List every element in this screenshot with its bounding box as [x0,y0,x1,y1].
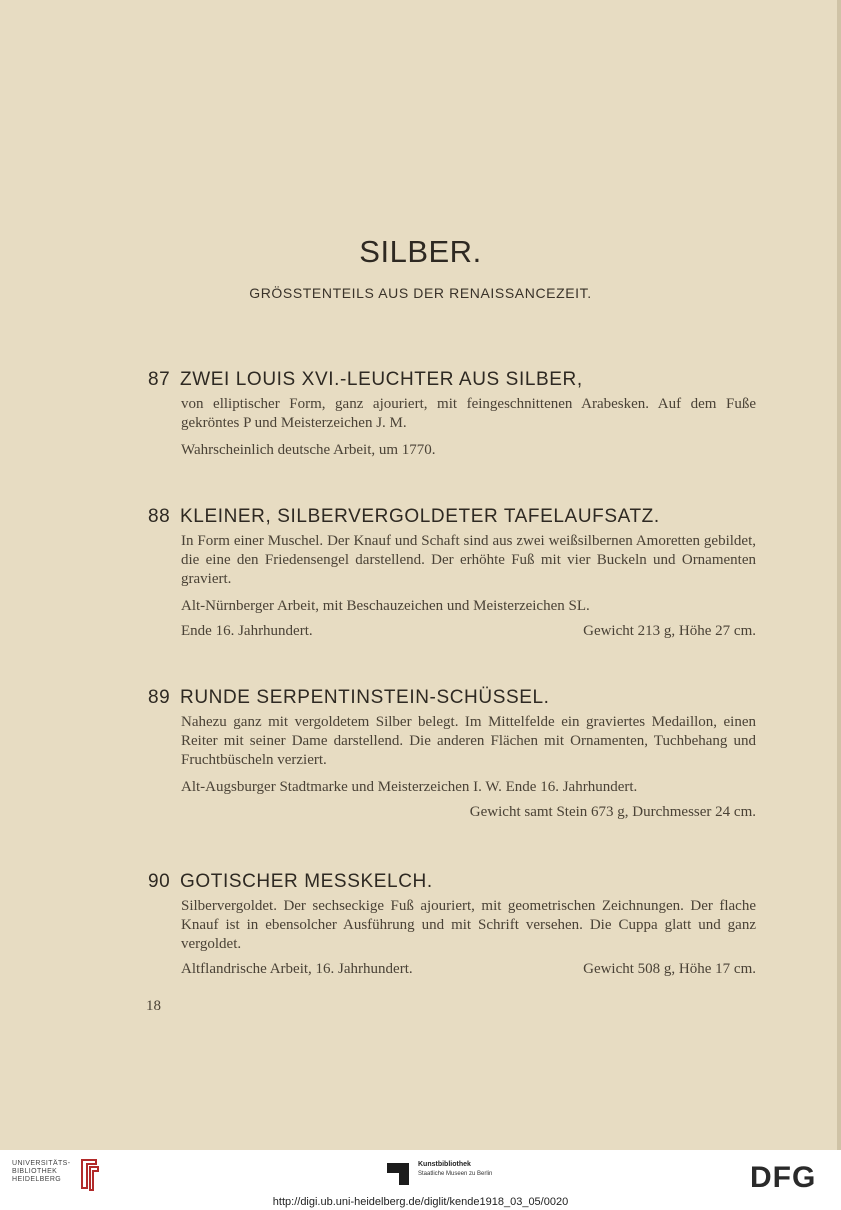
entry-measurements: Gewicht samt Stein 673 g, Durchmesser 24 cm. [469,804,756,820]
entry-measurements: Gewicht 213 g, Höhe 27 cm. [583,623,756,639]
entry-origin: Wahrscheinlich deutsche Arbeit, um 1770. [181,442,436,458]
entry-origin: Alt-Augsburger Stadtmarke und Meisterzeichen I. W. Ende 16. Jahrhundert. [181,779,638,795]
entry-footer [181,622,756,641]
entry-description: In Form einer Muschel. Der Knauf und Schaft sind aus zwei weißsilbernen Amoretten gebildet, die eine den Friedensengel darstellend. Der erhöhte Fuß mit vier Buckeln und Ornamenten graviert. [181,533,756,587]
university-line-3: HEIDELBERG [12,1176,62,1183]
entry-heading [148,686,756,710]
section-title: SILBER. [359,234,482,269]
entry-date: Ende 16. Jahrhundert. [181,623,313,639]
entry-origin: Alt-Nürnberger Arbeit, mit Beschauzeichen und Meisterzeichen SL. [181,598,590,614]
entry-title: GOTISCHER MESSKELCH. [180,871,433,892]
kunstbibliothek-text [418,1160,492,1179]
entry-number: 90 [148,871,171,892]
library-title: Kunstbibliothek [418,1161,471,1168]
dfg-logo[interactable]: DFG [750,1161,817,1194]
section-subtitle: GRÖSSTENTEILS AUS DER RENAISSANCEZEIT. [249,285,592,301]
entry-measurements: Gewicht 508 g, Höhe 17 cm. [583,961,756,977]
entry-number: 89 [148,687,171,708]
entry-title: RUNDE SERPENTINSTEIN-SCHÜSSEL. [180,687,550,708]
university-line-1: UNIVERSITÄTS- [12,1160,71,1167]
entry-title: KLEINER, SILBERVERGOLDETER TAFELAUFSATZ. [180,506,660,527]
university-line-2: BIBLIOTHEK [12,1168,58,1175]
entry-number: 87 [148,369,171,390]
kunstbibliothek-emblem-icon [385,1161,411,1187]
catalog-entry-90 [148,870,756,979]
entry-date: Altflandrische Arbeit, 16. Jahrhundert. [181,961,413,977]
university-emblem-icon [78,1158,100,1192]
entry-title: ZWEI LOUIS XVI.-LEUCHTER AUS SILBER, [180,369,583,390]
page-edge [837,0,841,1150]
entry-footer [181,960,756,979]
entry-description: von elliptischer Form, ganz ajouriert, mit feingeschnittenen Arabesken. Auf dem Fuße gekröntes P und Meisterzeichen J. M. [181,396,756,431]
catalog-entry-88 [148,505,756,641]
source-url[interactable]: http://digi.ub.uni-heidelberg.de/diglit/kende1918_03_05/0020 [272,1196,569,1208]
entry-heading [148,870,756,894]
entry-heading [148,368,756,392]
university-library-name [12,1160,70,1184]
entry-description: Nahezu ganz mit vergoldetem Silber belegt. Im Mittelfelde ein graviertes Medaillon, einen Reiter mit seiner Dame darstellend. Die anderen Flächen mit Ornamenten, Tuchbehang und Fruchtbüscheln verziert. [181,714,756,768]
entry-footer [181,803,756,822]
university-library-logo[interactable] [12,1158,107,1194]
entry-number: 88 [148,506,171,527]
catalog-entry-89 [148,686,756,822]
entry-description: Silbervergoldet. Der sechseckige Fuß ajouriert, mit geometrischen Zeichnungen. Der flache Knauf ist in ebensolcher Ausführung und mit Schrift versehen. Die Cuppa glatt und ganz vergoldet. [181,898,756,952]
library-subtitle: Staatliche Museen zu Berlin [418,1171,493,1177]
catalog-entry-87 [148,368,756,460]
page-number: 18 [146,998,161,1014]
entry-heading [148,505,756,529]
